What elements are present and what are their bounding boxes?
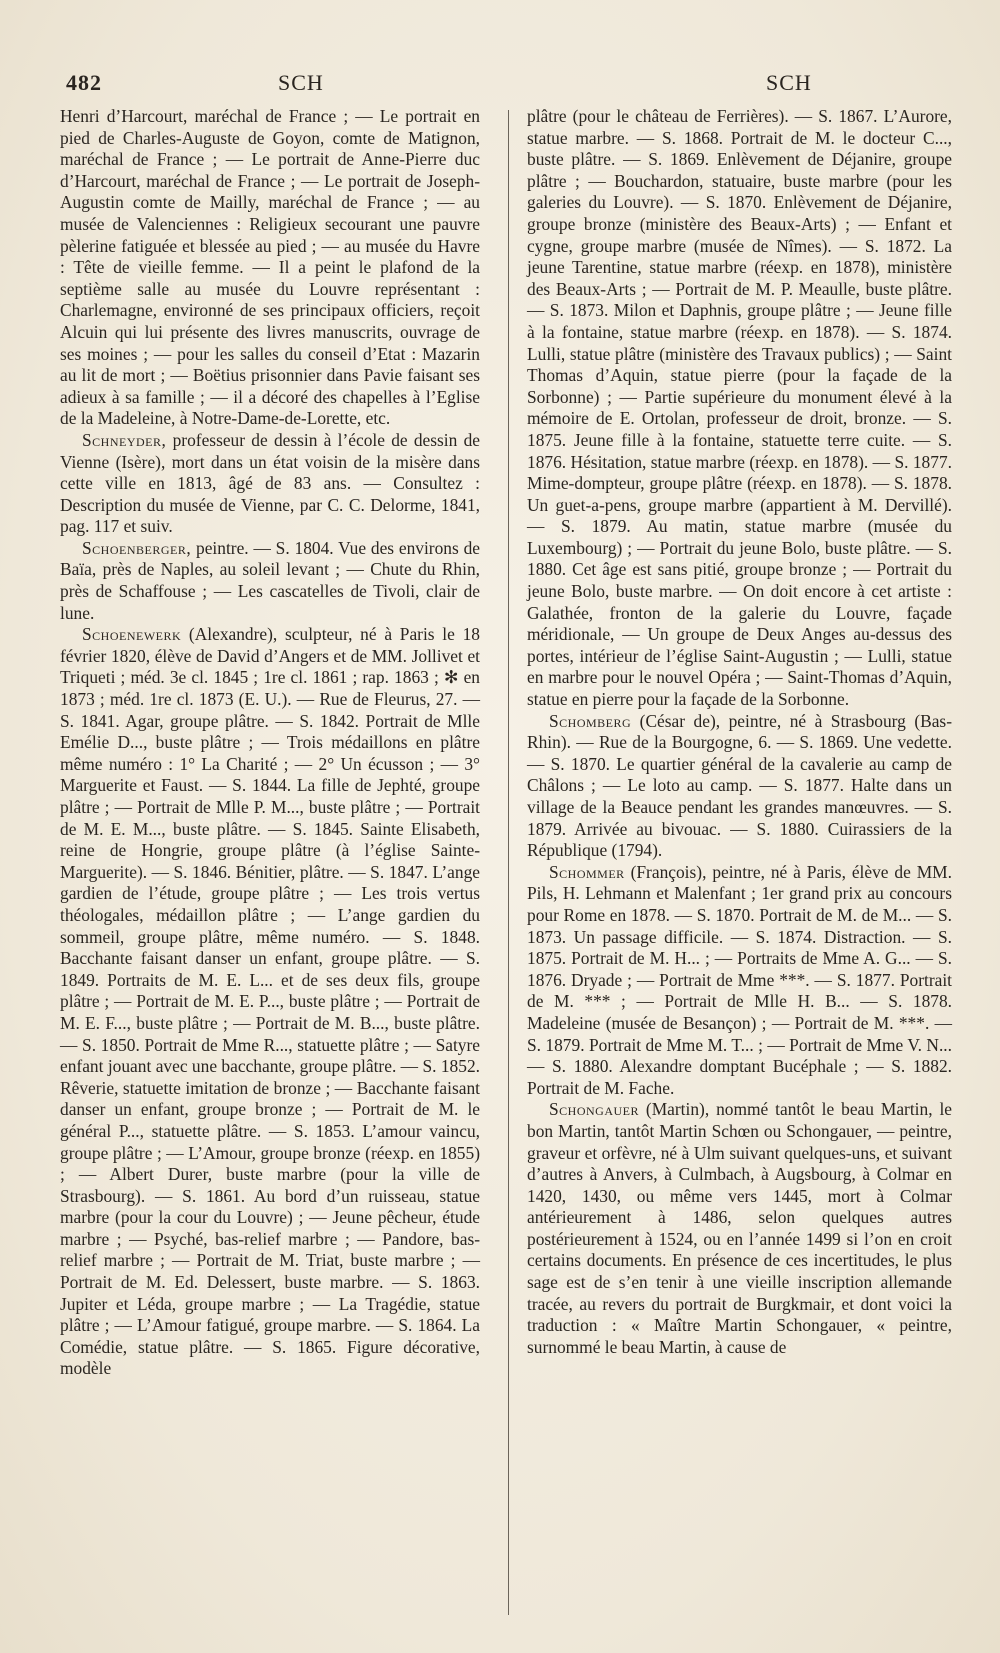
entry-name: Schomberg [549, 710, 632, 731]
entry-text: professeur de dessin à l’école de dessin de Vienne (Isère), mort dans un état voisin de la misère dans cette ville en 1813, âgé de 83 ans. — Consultez : Description du musée de Vienne, par C. C. Delorme, 1841, pag. 117 et suiv. [60, 429, 480, 537]
right-column [527, 106, 952, 1358]
column-divider [508, 110, 509, 1615]
entry-name: Schoenewerk [82, 624, 182, 645]
page-header [66, 70, 936, 100]
entry-name: Schongauer [549, 1099, 640, 1120]
entry-continuation: plâtre (pour le château de Ferrières). — S. 1867. L’Aurore, statue marbre. — S. 1868. Portrait de M. le docteur C..., buste plâtre. — S. 1869. Enlèvement de Déjanire, groupe plâtre ; — Bouchardon, statuaire, buste marbre (pour les galeries du Louvre). — S. 1870. Enlèvement de Déjanire, groupe bronze (ministère des Beaux-Arts) ; — Enfant et cygne, groupe marbre (musée de Nîmes). — S. 1872. La jeune Tarentine, statue marbre (réexp. en 1878), ministère des Beaux-Arts ; — Portrait de M. P. Meaulle, buste plâtre. — S. 1873. Milon et Daphnis, groupe plâtre ; — Jeune fille à la fontaine, statue marbre (réexp. en 1878). — S. 1874. Lulli, statue plâtre (ministère des Travaux publics) ; — Saint Thomas d’Aquin, statue pierre (pour la façade de la Sorbonne) ; — Partie supérieure du monument élevé à la mémoire de E. Ortolan, professeur de droit, bronze. — S. 1875. Jeune fille à la fontaine, statuette terre cuite. — S. 1876. Hésitation, statue marbre (réexp. en 1878). — S. 1877. Mime-dompteur, groupe plâtre (réexp. en 1878). — S. 1878. Un guet-a-pens, groupe marbre (appartient à M. Dervillé). — S. 1879. Au matin, statue marbre (musée du Luxembourg) ; — Portrait du jeune Bolo, buste plâtre. — S. 1880. Cet âge est sans pitié, groupe bronze ; — Portrait du jeune Bolo, buste marbre. — On doit encore à cet artiste : Galathée, fronton de la galerie du Louvre, façade méridionale, — Un groupe de Deux Anges au-dessus des portes, intérieur de l’église Saint-Augustin ; — Lulli, statue en marbre pour le nouvel Opéra ; — Saint-Thomas d’Aquin, statue en pierre pour la façade de la Sorbonne. [527, 106, 952, 710]
entry-text: (François), peintre, né à Paris, élève de MM. Pils, H. Lehmann et Malenfant ; 1er grand prix au concours pour Rome en 1878. — S. 1870. Portrait de M. de M... — S. 1873. Un passage difficile. — S. 1874. Distraction. — S. 1875. Portrait de M. H... ; — Portraits de Mme A. G... — S. 1876. Dryade ; — Portrait de Mme ***. — S. 1877. Portrait de M. *** ; — Portrait de Mlle H. B... — S. 1878. Madeleine (musée de Besançon) ; — Portrait de M. ***. — S. 1879. Portrait de Mme M. T... ; — Portrait de Mme V. N... — S. 1880. Alexandre domptant Bucéphale ; — S. 1882. Portrait de M. Fache. [527, 861, 952, 1098]
entry-continuation: Henri d’Harcourt, maréchal de France ; — Le portrait en pied de Charles-Auguste de Goyon, comte de Matignon, maréchal de France ; — Le portrait de Anne-Pierre duc d’Harcourt, maréchal de France ; — Le portrait de Joseph-Augustin comte de Mailly, maréchal de France ; — au musée de Valenciennes : Religieux secourant une pauvre pèlerine fatiguée et blessée au pied ; — au musée du Havre : Tête de vieille femme. — Il a peint le plafond de la septième salle au musée du Louvre représentant : Charlemagne, environné de ses principaux officiers, reçoit Alcuin qui lui présente des livres manuscrits, ouvrage de ses moines ; — pour les salles du conseil d’Etat : Mazarin au lit de mort ; — Boëtius prisonnier dans Pavie faisant ses adieux à sa famille ; — il a décoré des chapelles à l’Eglise de la Madeleine, à Notre-Dame-de-Lorette, etc. [60, 106, 480, 429]
left-running-head: SCH [278, 70, 324, 95]
entry-name: Schoenberger, [82, 537, 192, 558]
entry-name: Schommer [549, 861, 625, 882]
entry-text: peintre. — S. 1804. Vue des environs de Baïa, près de Naples, au soleil levant ; — Chute du Rhin, près de Schaffouse ; — Les cascatelles de Tivoli, clair de lune. [60, 537, 480, 623]
entry-text: (Alexandre), sculpteur, né à Paris le 18 février 1820, élève de David d’Angers et de MM. Jollivet et Triqueti ; méd. 3e cl. 1845 ; 1re cl. 1861 ; rap. 1863 ; ✻ en 1873 ; méd. 1re cl. 1873 (E. U.). — Rue de Fleurus, 27. — S. 1841. Agar, groupe plâtre. — S. 1842. Portrait de Mlle Emélie D..., buste plâtre ; — Trois médaillons en plâtre même numéro : 1° La Charité ; — 2° Un écusson ; — 3° Marguerite et Faust. — S. 1844. La fille de Jephté, groupe plâtre ; — Portrait de Mlle P. M..., buste plâtre ; — Portrait de M. E. M..., buste plâtre. — S. 1845. Sainte Elisabeth, reine de Hongrie, groupe plâtre (à l’église Sainte-Marguerite). — S. 1846. Bénitier, plâtre. — S. 1847. L’ange gardien de l’étude, groupe plâtre ; — Les trois vertus théologales, médaillon plâtre ; — L’ange gardien du sommeil, groupe plâtre, même numéro. — S. 1848. Bacchante faisant danser un enfant, groupe plâtre. — S. 1849. Portraits de M. E. L... et de ses deux fils, groupe plâtre ; — Portrait de M. E. P..., buste plâtre ; — Portrait de M. E. F..., buste plâtre ; — Portrait de M. B..., buste plâtre. — S. 1850. Portrait de Mme R..., statuette plâtre ; — Satyre enfant jouant avec une bacchante, groupe plâtre. — S. 1852. Rêverie, statuette imitation de bronze ; — Bacchante faisant danser un enfant, groupe bronze ; — Portrait de M. le général P..., statuette plâtre. — S. 1853. L’amour vaincu, groupe plâtre ; — L’Amour, groupe bronze (réexp. en 1855) ; — Albert Durer, buste marbre (pour la ville de Strasbourg). — S. 1861. Au bord d’un ruisseau, statue marbre (pour la cour du Louvre) ; — Jeune pêcheur, étude marbre ; — Psyché, bas-relief marbre ; — Pandore, bas-relief marbre ; — Portrait de M. Triat, buste marbre ; — Portrait de M. Ed. Delessert, buste marbre. — S. 1863. Jupiter et Léda, groupe marbre ; — La Tragédie, statue plâtre ; — L’Amour fatigué, groupe marbre. — S. 1864. La Comédie, statue plâtre. — S. 1865. Figure décorative, modèle [60, 624, 480, 1379]
entry-schommer [527, 862, 952, 1100]
page-number: 482 [66, 70, 102, 95]
entry-schoenberger [60, 538, 480, 624]
entry-schongauer [527, 1099, 952, 1358]
entry-text: (César de), peintre, né à Strasbourg (Bas-Rhin). — Rue de la Bourgogne, 6. — S. 1869. Une vedette. — S. 1870. Le quartier général de la cavalerie au camp de Châlons ; — Le loto au camp. — S. 1877. Halte dans un village de la Beauce pendant les grandes manœuvres. — S. 1879. Arrivée au bivouac. — S. 1880. Cuirassiers de la République (1794). [527, 710, 952, 861]
entry-schomberg [527, 711, 952, 862]
entry-schneyder [60, 430, 480, 538]
left-column [60, 106, 480, 1380]
right-running-head: SCH [766, 70, 812, 95]
entry-name: Schneyder, [82, 429, 167, 450]
entry-schoenewerk [60, 624, 480, 1380]
entry-text: (Martin), nommé tantôt le beau Martin, le bon Martin, tantôt Martin Schœn ou Schongauer, — peintre, graveur et orfèvre, né à Ulm suivant quelques-uns, et suivant d’autres à Anvers, à Culmbach, à Augsbourg, à Colmar en 1420, 1430, ou même vers 1445, mort à Colmar antérieurement à 1486, selon quelques autres postérieurement à 1524, ou en l’année 1499 si l’on en croit certains documents. En présence de ces incertitudes, le plus sage est de s’en tenir à une vieille inscription allemande tracée, au revers du portrait de Burgkmair, et dont voici la traduction : « Maître Martin Schongauer, « peintre, surnommé le beau Martin, à cause de [527, 1099, 952, 1357]
